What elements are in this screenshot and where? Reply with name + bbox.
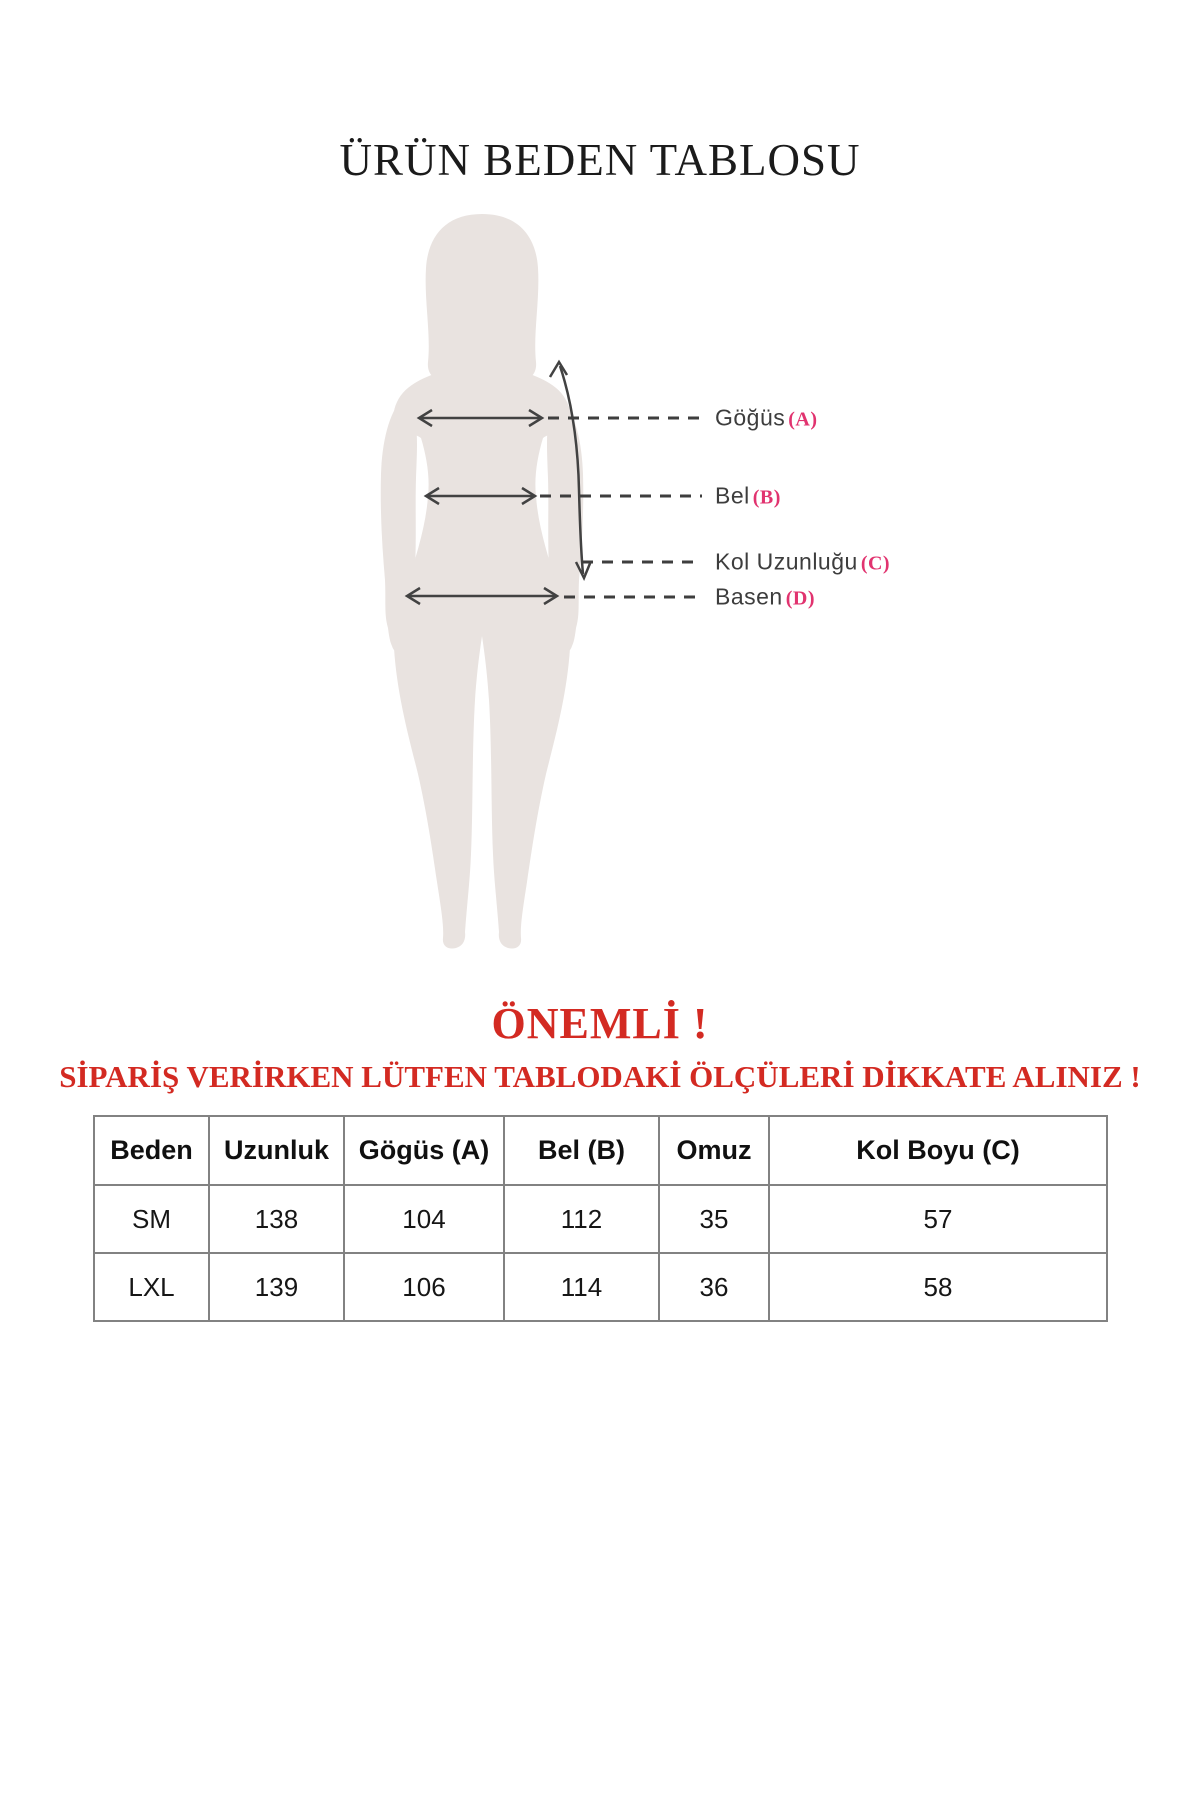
size-table-header-omuz: Omuz [659,1116,769,1185]
table-cell: 106 [344,1253,504,1321]
measurement-label-bel [715,483,781,510]
table-cell: SM [94,1185,209,1253]
measurement-code: (C) [860,552,891,575]
table-cell: 36 [659,1253,769,1321]
page-title: ÜRÜN BEDEN TABLOSU [339,135,861,185]
important-heading: ÖNEMLİ ! [491,999,709,1048]
size-table-header-beden: Beden [94,1116,209,1185]
measurement-code: (A) [788,408,818,431]
important-subheading: SİPARİŞ VERİRKEN LÜTFEN TABLODAKİ ÖLÇÜLERİ DİKKATE ALINIZ ! [59,1059,1141,1094]
measurement-diagram [80,190,1120,960]
size-table-header-gogus: Gögüs (A) [344,1116,504,1185]
measurement-name: Kol Uzunluğu [715,548,858,575]
body-silhouette-illustration [80,190,1120,960]
table-cell: 104 [344,1185,504,1253]
table-cell: 138 [209,1185,344,1253]
table-cell: 114 [504,1253,659,1321]
size-table-header-row [94,1116,1107,1185]
measurement-label-basen [715,584,815,611]
measurement-name: Basen [715,583,783,610]
table-cell: 112 [504,1185,659,1253]
measurement-label-kol-uzunlugu [715,549,890,576]
measurement-name: Göğüs [715,404,786,431]
table-cell: 139 [209,1253,344,1321]
size-table-header-uzunluk: Uzunluk [209,1116,344,1185]
measurement-name: Bel [715,482,750,509]
table-row-sm [94,1185,1107,1253]
table-cell: 58 [769,1253,1107,1321]
table-cell: LXL [94,1253,209,1321]
table-cell: 57 [769,1185,1107,1253]
table-row-lxl [94,1253,1107,1321]
measurement-label-gogus [715,405,818,432]
measurement-code: (B) [752,486,781,509]
size-table [93,1115,1108,1322]
size-table-header-kol-boyu: Kol Boyu (C) [769,1116,1107,1185]
table-cell: 35 [659,1185,769,1253]
size-table-header-bel: Bel (B) [504,1116,659,1185]
measurement-code: (D) [785,587,815,610]
